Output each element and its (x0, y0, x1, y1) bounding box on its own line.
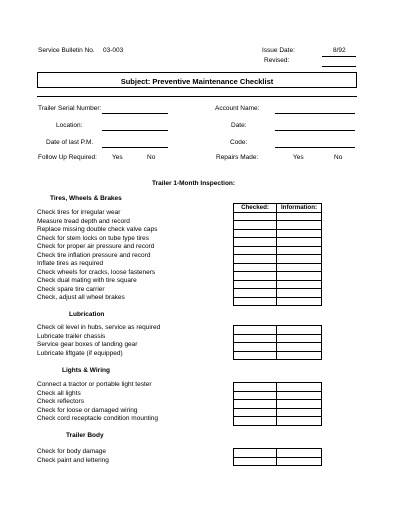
lights-items (37, 381, 158, 424)
checklist-item: Lubricate trailer chassis (37, 332, 106, 340)
checklist-item: Connect a tractor or portable light tester (37, 381, 152, 388)
bulletin-label: Service Bulletin No. (38, 47, 95, 54)
checklist-item: Check for loose or damaged wiring (37, 406, 138, 414)
follow-up-label: Follow Up Required: (38, 154, 97, 161)
information-cell[interactable] (277, 212, 322, 221)
checklist-item: Check tire inflation pressure and record (37, 251, 151, 259)
lubrication-grid (233, 325, 322, 360)
checklist-item: Check spare tire carrier (37, 285, 105, 293)
inspection-title: Trailer 1-Month Inspection: (152, 180, 236, 187)
checklist-item: Check all lights (37, 389, 81, 397)
date-field[interactable] (275, 130, 355, 131)
lubrication-items (37, 324, 160, 358)
table-row (234, 255, 322, 264)
information-cell[interactable] (277, 238, 322, 247)
information-cell[interactable] (277, 391, 322, 400)
section-title-lights: Lights & Wiring (62, 367, 110, 374)
trailer-serial-field[interactable] (102, 113, 168, 114)
checked-cell[interactable] (234, 212, 277, 221)
issue-date-underline (322, 56, 356, 57)
information-cell[interactable] (277, 408, 322, 417)
bulletin-number: 03-003 (103, 47, 124, 54)
information-cell[interactable] (277, 246, 322, 255)
table-row (234, 289, 322, 298)
table-row (234, 212, 322, 221)
checked-cell[interactable] (234, 449, 277, 458)
checked-cell[interactable] (234, 255, 277, 264)
checklist-item: Service gear boxes of landing gear (37, 341, 138, 348)
information-cell[interactable] (277, 221, 322, 230)
column-header-information: Information: (277, 204, 322, 213)
table-row (234, 221, 322, 230)
checked-cell[interactable] (234, 297, 277, 306)
checked-cell[interactable] (234, 280, 277, 289)
repairs-made-yes[interactable]: Yes (293, 154, 304, 161)
table-row (234, 326, 322, 335)
table-row (234, 280, 322, 289)
information-cell[interactable] (277, 334, 322, 343)
information-cell[interactable] (277, 343, 322, 352)
checked-cell[interactable] (234, 289, 277, 298)
date-label: Date: (231, 122, 247, 129)
table-row (234, 246, 322, 255)
checked-cell[interactable] (234, 383, 277, 392)
subject-title: Subject: Preventive Maintenance Checklist (120, 77, 274, 86)
checked-cell[interactable] (234, 326, 277, 335)
checklist-item: Measure tread depth and record (37, 217, 130, 225)
information-cell[interactable] (277, 383, 322, 392)
repairs-made-label: Repairs Made: (216, 154, 259, 161)
checked-cell[interactable] (234, 343, 277, 352)
table-row (234, 238, 322, 247)
information-cell[interactable] (277, 400, 322, 409)
trailer-serial-label: Trailer Serial Number: (38, 105, 102, 112)
information-cell[interactable] (277, 272, 322, 281)
information-cell[interactable] (277, 449, 322, 458)
information-cell[interactable] (277, 417, 322, 426)
checklist-item: Check for proper air pressure and record (37, 243, 155, 250)
checked-cell[interactable] (234, 417, 277, 426)
section-title-body: Trailer Body (66, 432, 104, 439)
information-cell[interactable] (277, 326, 322, 335)
repairs-made-no[interactable]: No (334, 154, 343, 161)
checklist-item: Check for body damage (37, 448, 107, 455)
table-row (234, 229, 322, 238)
location-label: Location: (56, 122, 83, 129)
section-title-lubrication: Lubrication (69, 311, 105, 318)
body-items (37, 448, 109, 465)
table-row (234, 297, 322, 306)
checklist-item: Check reflectors (37, 398, 84, 405)
table-header-row (234, 204, 322, 213)
table-row (234, 457, 322, 466)
checklist-item: Check paint and lettering (37, 456, 109, 464)
table-row (234, 351, 322, 360)
account-name-field[interactable] (275, 113, 355, 114)
information-cell[interactable] (277, 280, 322, 289)
revised-label: Revised: (264, 57, 290, 64)
location-field[interactable] (102, 130, 168, 131)
lights-grid (233, 382, 322, 426)
column-header-checked: Checked: (234, 204, 277, 213)
tires-items (37, 209, 157, 303)
checklist-item: Check, adjust all wheel brakes (37, 294, 125, 301)
information-cell[interactable] (277, 351, 322, 360)
code-field[interactable] (275, 147, 355, 148)
table-row (234, 343, 322, 352)
checklist-item: Replace missing double check valve caps (37, 226, 158, 233)
issue-date-label: Issue Date: (262, 47, 295, 54)
checklist-item: Check for stem locks on tube type tires (37, 234, 149, 242)
table-row (234, 400, 322, 409)
checked-cell[interactable] (234, 408, 277, 417)
information-cell[interactable] (277, 297, 322, 306)
revised-underline (322, 66, 356, 67)
checked-cell[interactable] (234, 351, 277, 360)
table-row (234, 383, 322, 392)
table-row (234, 263, 322, 272)
date-last-pm-label: Date of last P.M. (46, 139, 94, 146)
checked-cell[interactable] (234, 246, 277, 255)
follow-up-yes[interactable]: Yes (112, 154, 123, 161)
follow-up-no[interactable]: No (147, 154, 156, 161)
checklist-item: Check wheels for cracks, loose fasteners (37, 268, 156, 276)
date-last-pm-field[interactable] (102, 147, 168, 148)
checklist-item: Check oil level in hubs, service as required (37, 324, 161, 331)
information-cell[interactable] (277, 229, 322, 238)
checked-cell[interactable] (234, 457, 277, 466)
checked-cell[interactable] (234, 400, 277, 409)
checklist-item: Check tires for irregular wear (37, 209, 121, 216)
issue-date-value: 8/92 (333, 47, 346, 54)
checked-cell[interactable] (234, 263, 277, 272)
checked-cell[interactable] (234, 272, 277, 281)
subject-divider (37, 96, 357, 97)
body-grid (233, 448, 322, 466)
code-label: Code: (230, 139, 248, 146)
checked-cell[interactable] (234, 391, 277, 400)
table-row (234, 449, 322, 458)
information-cell[interactable] (277, 289, 322, 298)
tires-grid (233, 203, 322, 306)
checklist-item: Lubricate liftgate (if equipped) (37, 349, 123, 357)
checklist-item: Check dual mating with tire square (37, 277, 137, 284)
table-row (234, 391, 322, 400)
information-cell[interactable] (277, 263, 322, 272)
checked-cell[interactable] (234, 221, 277, 230)
checked-cell[interactable] (234, 334, 277, 343)
checklist-item: Check cord receptacle condition mounting (37, 415, 159, 422)
information-cell[interactable] (277, 255, 322, 264)
table-row (234, 272, 322, 281)
information-cell[interactable] (277, 457, 322, 466)
section-title-tires: Tires, Wheels & Brakes (50, 195, 122, 202)
checked-cell[interactable] (234, 229, 277, 238)
table-row (234, 408, 322, 417)
account-name-label: Account Name: (215, 105, 260, 112)
checklist-item: Inflate tires as required (37, 260, 104, 267)
table-row (234, 417, 322, 426)
checked-cell[interactable] (234, 238, 277, 247)
table-row (234, 334, 322, 343)
subject-box (37, 72, 357, 88)
